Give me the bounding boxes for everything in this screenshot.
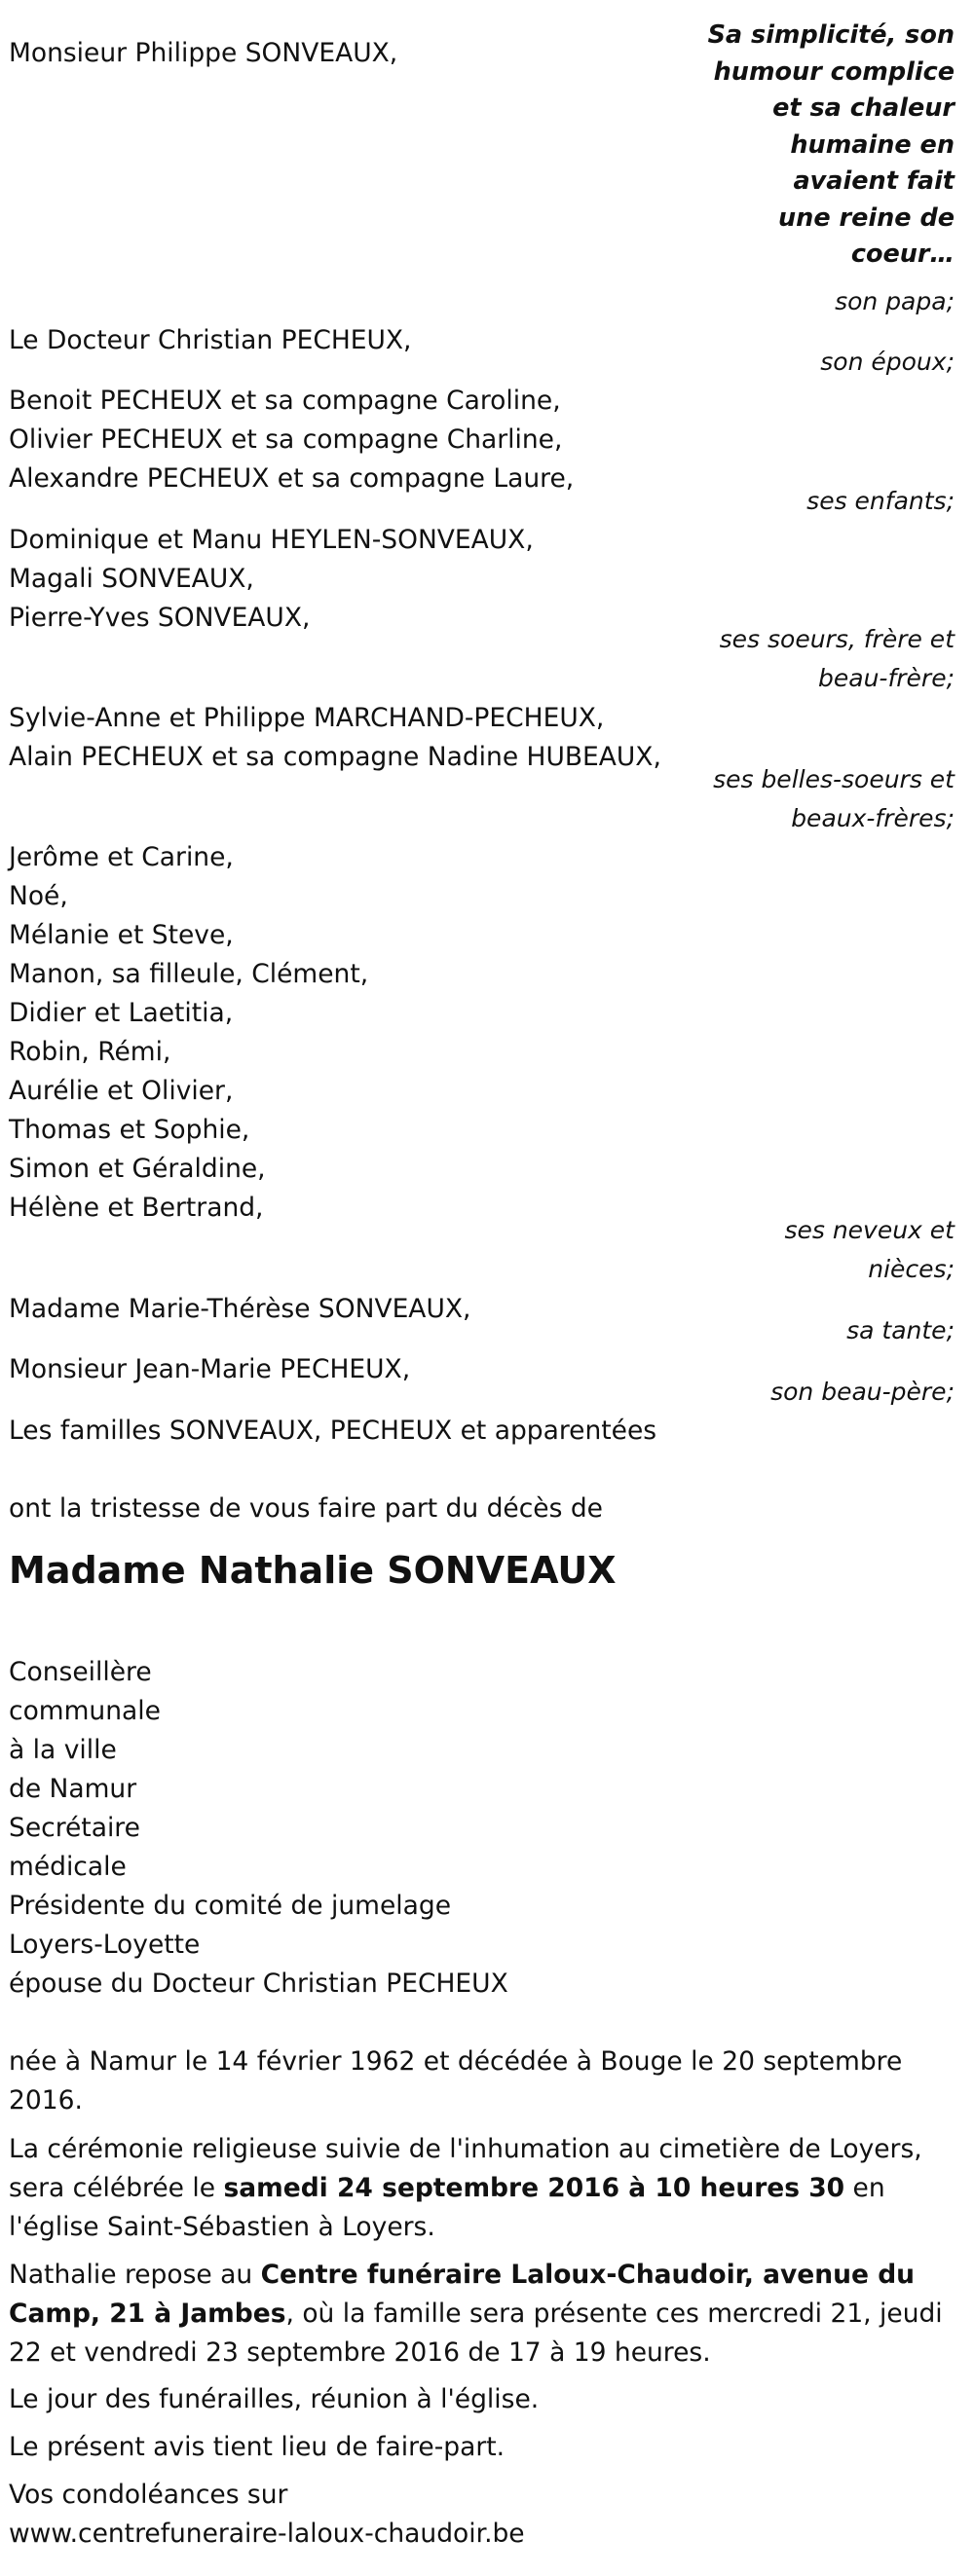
nephews-role-line: nièces; [868,1255,955,1283]
in-law-name: Sylvie-Anne et Philippe MARCHAND-PECHEUX, [9,703,605,733]
notice-paragraph: Le présent avis tient lieu de faire-part. [9,2432,506,2462]
sibling-name: Dominique et Manu HEYLEN-SONVEAUX, [9,525,534,555]
nephew-name: Aurélie et Olivier, [9,1076,234,1106]
nephew-name: Hélène et Bertrand, [9,1193,264,1223]
ceremony-paragraph [9,2130,958,2247]
husband-name: Le Docteur Christian PECHEUX, [9,325,412,355]
father-in-law-role: son beau-père; [770,1378,955,1406]
siblings-role-line: ses soeurs, frère et [719,625,955,653]
aunt-name: Madame Marie-Thérèse SONVEAUX, [9,1294,471,1324]
website-link[interactable]: www.centrefuneraire-laloux-chaudoir.be [9,2519,525,2549]
ceremony-date: samedi 24 septembre 2016 à 10 heures 30 [223,2173,845,2203]
tribute-quote [708,18,955,274]
in-law-name: Alain PECHEUX et sa compagne Nadine HUBEAUX, [9,742,661,772]
quote-line: et sa chaleur [772,93,955,123]
children-role: ses enfants; [806,487,955,515]
ceremony-location: en l'église Saint-Sébastien à Loyers. [9,2173,885,2242]
aunt-role: sa tante; [846,1316,955,1344]
nephew-name: Simon et Géraldine, [9,1154,266,1184]
title-line: de Namur [9,1774,137,1804]
funeral-center: Centre funéraire Laloux-Chaudoir, avenue du Camp, 21 à Jambes [9,2260,916,2329]
father-name: Monsieur Philippe SONVEAUX, [9,38,398,68]
rest-paragraph [9,2256,958,2373]
in-laws-list [9,699,661,777]
sibling-name: Magali SONVEAUX, [9,564,254,594]
nephews-role [784,1211,955,1289]
nephew-name: Jerôme et Carine, [9,842,234,872]
title-line: épouse du Docteur Christian PECHEUX [9,1969,508,1999]
quote-line: humaine en [790,129,955,160]
title-line: Loyers-Loyette [9,1930,201,1960]
sibling-name: Pierre-Yves SONVEAUX, [9,603,311,633]
in-laws-role-line: ses belles-soeurs et [713,765,955,793]
quote-line: humour complice [713,56,955,87]
visiting-hours: , où la famille sera présente ces mercredi 21, jeudi 22 et vendredi 23 septembre 2016 de 17 à 19 heures. [9,2299,943,2368]
announcement: ont la tristesse de vous faire part du décès de [9,1493,603,1524]
nephew-name: Manon, sa filleule, Clément, [9,959,369,989]
nephew-name: Noé, [9,881,68,911]
siblings-list [9,521,534,638]
title-line: Présidente du comité de jumelage [9,1891,452,1921]
nephews-list [9,838,368,1228]
siblings-role-line: beau-frère; [818,664,955,692]
nephew-name: Robin, Rémi, [9,1037,171,1067]
birth-death-paragraph: née à Namur le 14 février 1962 et décédée à Bouge le 20 septembre 2016. [9,2046,903,2116]
ceremony-text: La cérémonie religieuse suivie de l'inhumation au cimetière de Loyers, sera célébrée le [9,2134,922,2203]
quote-line: Sa simplicité, son [707,20,955,50]
families-line: Les familles SONVEAUX, PECHEUX et apparentées [9,1416,657,1446]
father-role: son papa; [835,287,955,315]
rest-text: Nathalie repose au [9,2260,261,2290]
child-name: Alexandre PECHEUX et sa compagne Laure, [9,463,575,494]
funeral-day-paragraph: Le jour des funérailles, réunion à l'église. [9,2384,540,2414]
child-name: Olivier PECHEUX et sa compagne Charline, [9,424,563,455]
nephew-name: Thomas et Sophie, [9,1115,250,1145]
nephew-name: Didier et Laetitia, [9,998,234,1028]
title-line: communale [9,1696,161,1726]
title-line: Conseillère [9,1657,152,1687]
quote-line: une reine de [778,202,955,233]
nephew-name: Mélanie et Steve, [9,920,234,950]
deceased-name: Madame Nathalie SONVEAUX [9,1549,617,1592]
quote-line: coeur… [850,239,955,269]
condolences-paragraph: Vos condoléances sur [9,2480,288,2510]
children-list [9,382,574,498]
in-laws-role [713,760,955,838]
child-name: Benoit PECHEUX et sa compagne Caroline, [9,386,561,416]
siblings-role [720,620,955,698]
husband-role: son époux; [820,348,955,376]
title-line: Secrétaire [9,1813,140,1843]
in-laws-role-line: beaux-frères; [791,804,955,832]
title-line: à la ville [9,1735,117,1765]
nephews-role-line: ses neveux et [784,1216,955,1244]
title-line: médicale [9,1852,127,1882]
father-in-law-name: Monsieur Jean-Marie PECHEUX, [9,1354,411,1384]
deceased-titles [9,1653,508,2004]
quote-line: avaient fait [793,166,955,196]
